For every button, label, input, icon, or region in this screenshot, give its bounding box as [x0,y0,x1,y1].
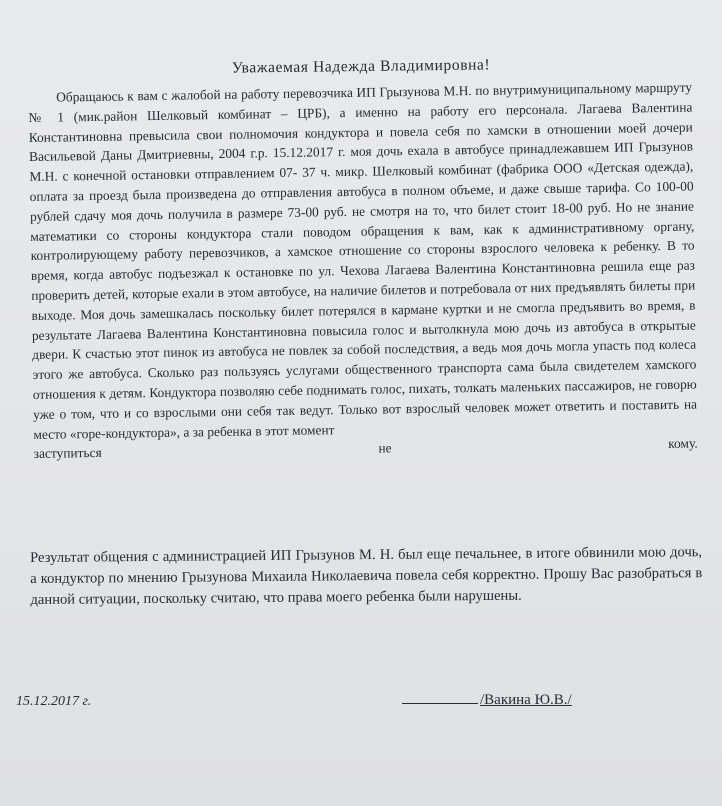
letter-date: 15.12.2017 г. [16,694,92,709]
result-paragraph: Результат общения с администрацией ИП Грызунов М. Н. был еще печальнее, в итоге обвинили мою дочь, а кондуктор по мнению Грызунова Михаила Николаевича повела себя корректно. Прошу Вас разобраться в данной ситуации, поскольку считаю, что права моего ребенка были нарушены. [30,544,703,608]
signature-name: /Вакина Ю.В./ [480,692,572,708]
last-line-word-3: кому. [668,435,698,452]
complaint-body [28,78,698,465]
result-section [30,542,703,610]
last-line-word-1: заступиться [33,445,102,462]
main-paragraph: Обращаюсь к вам с жалобой на работу перевозчика ИП Грызунова М.Н. по внутримуниципальному маршруту № 1 (мик.район Шелковый комбинат – ЦРБ), а именно на работу его персонала. Лагаева Валентина Константиновна превысила свои полномочия кондуктора и повела себя по хамски в отношении моей дочери Васильевой Даны Дмитриевны, 2004 г.р. 15.12.2017 г. моя дочь ехала в автобусе принадлежавшем ИП Грызунов М.Н. с конечной остановки отправлением 07- 37 ч. микр. Шелковый комбинат (фабрика ООО «Детская одежда), оплата за проезд была произведена до отправления автобуса в полном объеме, и даже свыше тарифа. Со 100-00 рублей сдачу моя дочь получила в размере 73-00 руб. не смотря на то, что билет стоит 18-00 руб. Но не знание математики со стороны кондуктора стали поводом обращения к вам, как к административному органу, контролирующему работу перевозчиков, а хамское отношение со стороны взрослого человека к ребенку. В то время, когда автобус подъезжал к остановке по ул. Чехова Лагаева Валентина Константиновна решила еще раз проверить детей, которые ехали в этом автобусе, на наличие билетов и потребовала от них предъявлять билеты при выходе. Моя дочь замешкалась поскольку билет потерялся в кармане куртки и не смогла предъявить во время, в результате Лагаева Валентина Константиновна повысила голос и вытолкнула мою дочь из автобуса в открытые двери. К счастью этот пинок из автобуса не повлек за собой последствия, а ведь моя дочь могла упасть под колеса этого же автобуса. Сколько раз пользуясь услугами общественного транспорта сама была свидетелем хамского отношения к детям. Кондуктора позволяю себе поднимать голос, пихать, толкать маленьких пассажиров, не говорю уже о том, что и со взрослыми они себя так ведут. Только вот взрослый человек может ответить и поставить на место «горе-кондуктора», а за ребенка в этот момент [28,79,698,442]
last-line-word-2: не [378,440,392,456]
salutation: Уважаемая Надежда Владимировна! [231,56,491,77]
signature-block [402,692,572,709]
signature-line [402,703,478,704]
